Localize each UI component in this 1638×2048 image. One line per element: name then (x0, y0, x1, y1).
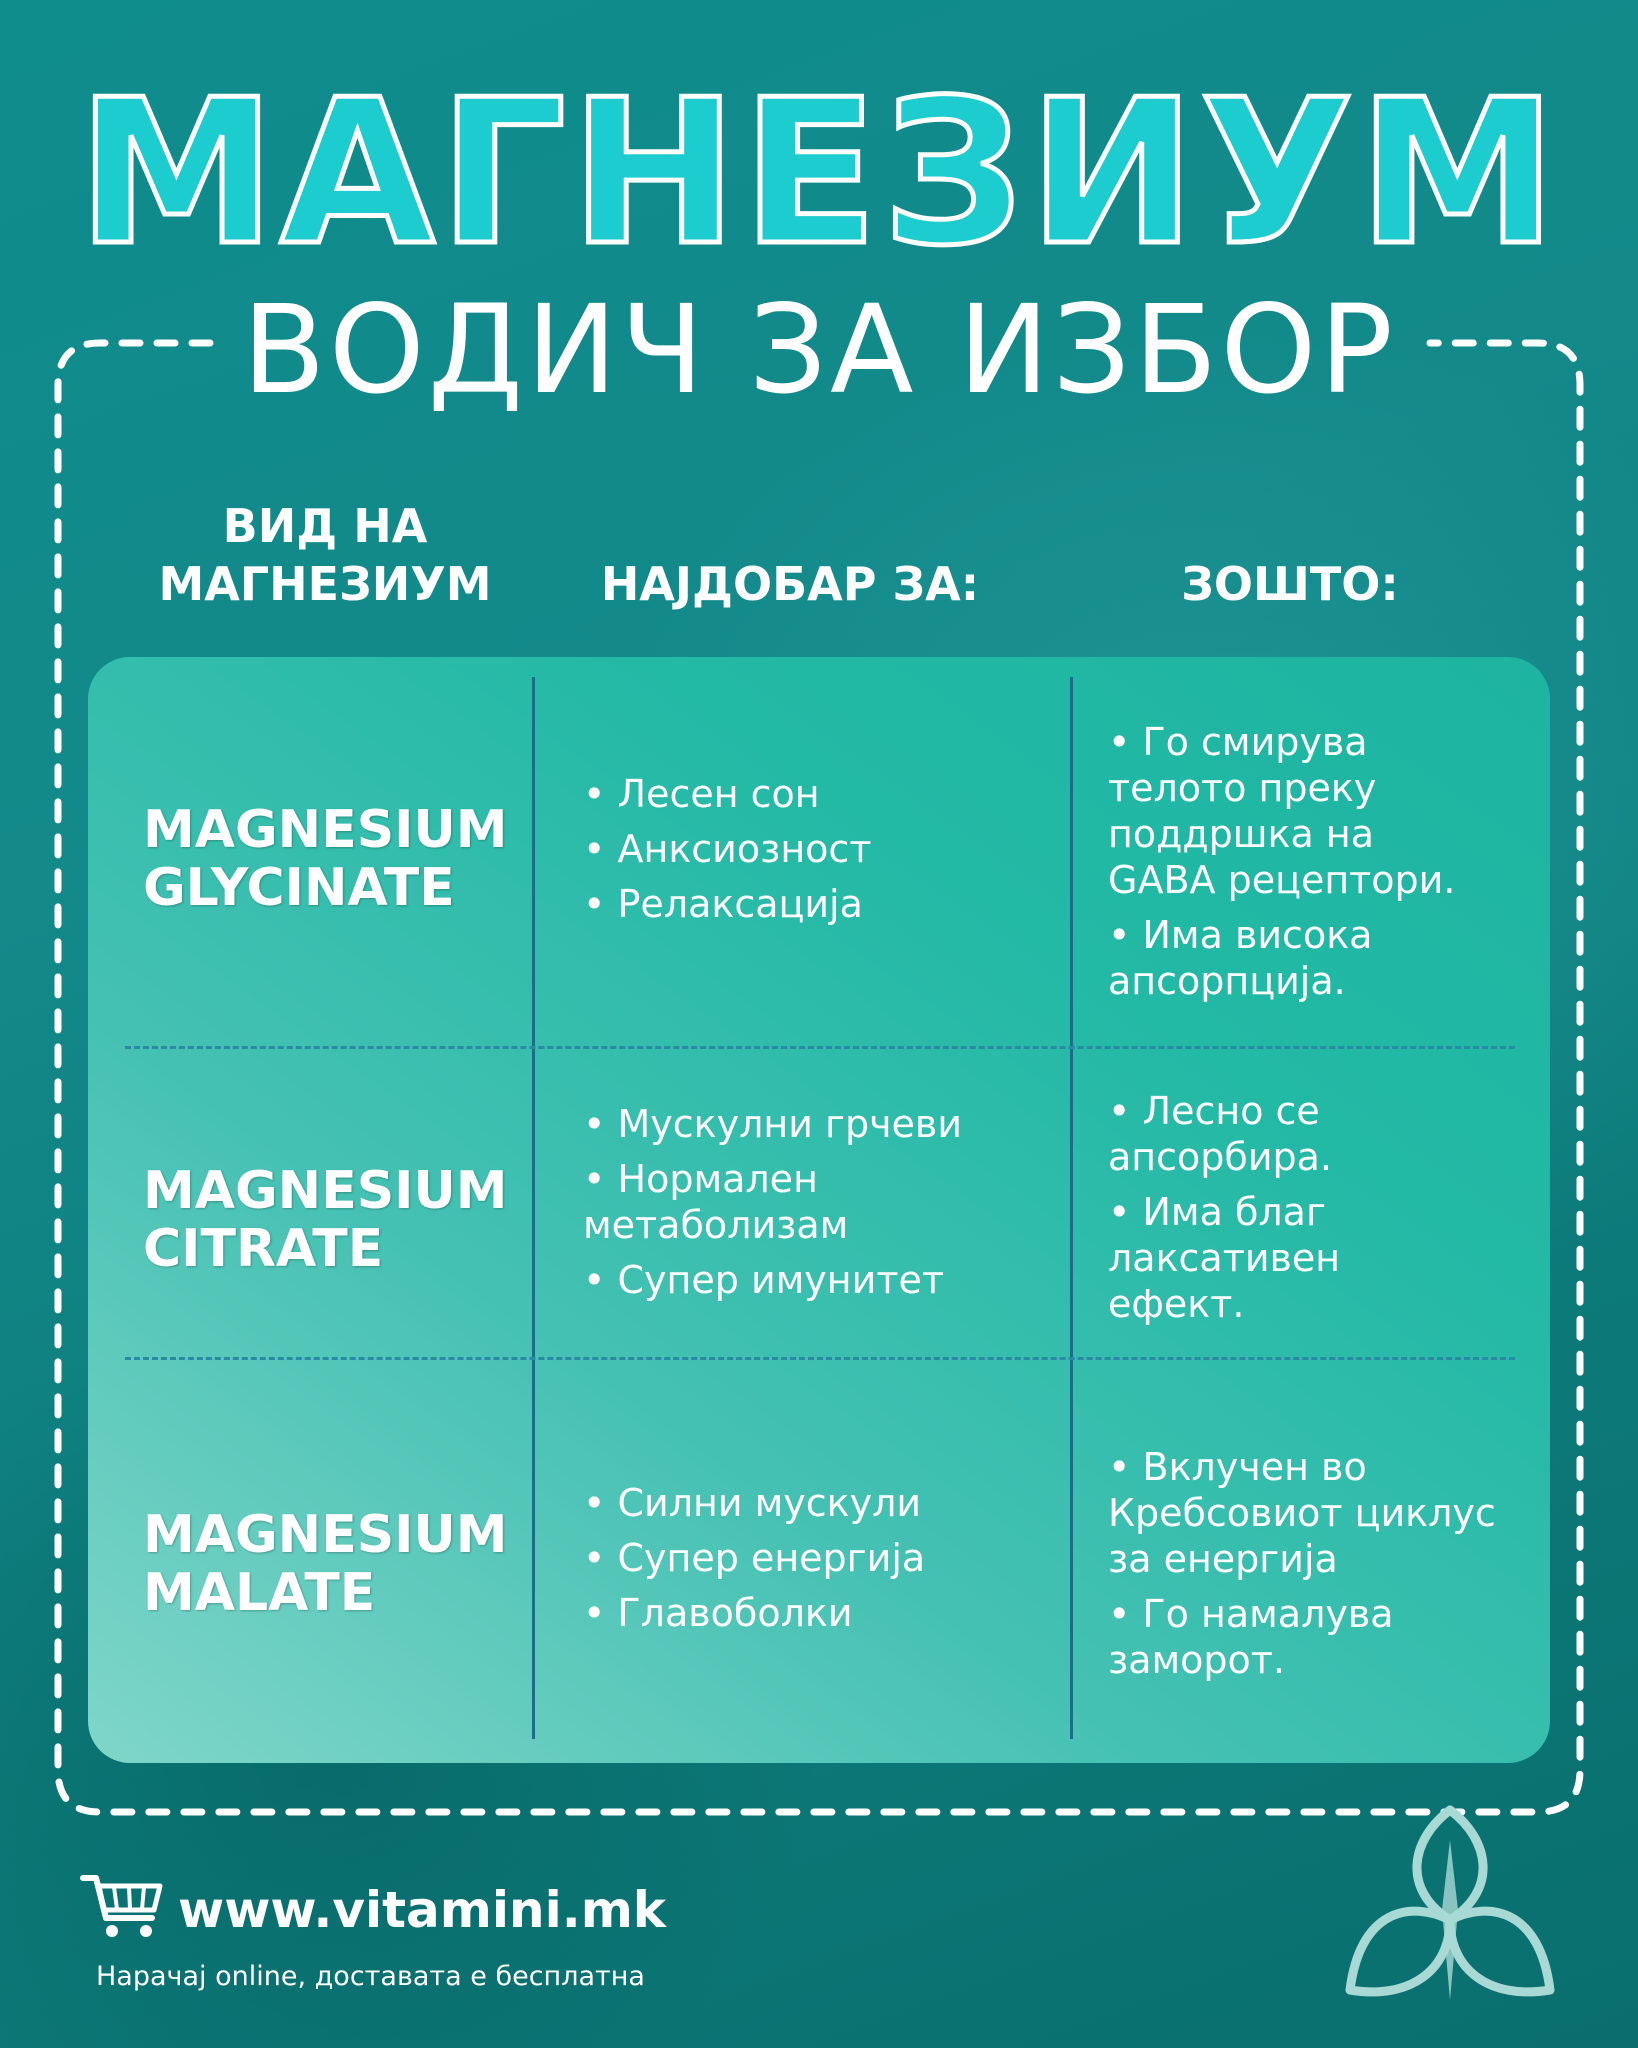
list-item: • Го смирува телото преку поддршка на GABA рецептори. (1108, 719, 1548, 903)
best-for-list (583, 1480, 1053, 1645)
list-item: • Силни мускули (583, 1480, 1053, 1526)
column-divider (532, 677, 535, 1739)
column-divider (1070, 677, 1073, 1739)
main-title: МАГНЕЗИУМ (77, 57, 1561, 290)
website-link[interactable]: www.vitamini.mk (178, 1881, 667, 1939)
list-item: • Нормален метаболизам (583, 1156, 1053, 1248)
list-item: • Мускулни грчеви (583, 1101, 1053, 1147)
column-header-best-for: НАЈДОБАР ЗА: (600, 557, 980, 611)
leaf-logo-icon (1340, 1800, 1560, 2010)
list-item: • Супер енергија (583, 1535, 1053, 1581)
why-list (1108, 1444, 1548, 1692)
list-item: • Анксиозност (583, 826, 1053, 872)
list-item: • Има благ лаксативен ефект. (1108, 1189, 1548, 1327)
list-item: • Релаксација (583, 881, 1053, 927)
list-item: • Главоболки (583, 1590, 1053, 1636)
column-header-type: ВИД НА МАГНЕЗИУМ (158, 499, 492, 611)
best-for-list (583, 1101, 1053, 1312)
list-item: • Лесно се апсорбира. (1108, 1088, 1548, 1180)
delivery-note: Нарачај online, доставата е бесплатна (96, 1961, 645, 1992)
subtitle: ВОДИЧ ЗА ИЗБОР (242, 279, 1396, 421)
row-divider (125, 1046, 1515, 1049)
type-name-citrate: MAGNESIUM CITRATE (143, 1161, 508, 1279)
best-for-list (583, 771, 1053, 936)
type-name-malate: MAGNESIUM MALATE (143, 1505, 508, 1623)
list-item: • Супер имунитет (583, 1257, 1053, 1303)
column-header-why: ЗОШТО: (1181, 557, 1399, 611)
list-item: • Вклучен во Кребсовиот циклус за енергија (1108, 1444, 1548, 1582)
why-list (1108, 719, 1548, 1013)
list-item: • Го намалува заморот. (1108, 1591, 1548, 1683)
why-list (1108, 1088, 1548, 1336)
list-item: • Лесен сон (583, 771, 1053, 817)
shopping-cart-icon[interactable] (80, 1872, 166, 1942)
list-item: • Има висока апсорпција. (1108, 912, 1548, 1004)
row-divider (125, 1357, 1515, 1360)
type-name-glycinate: MAGNESIUM GLYCINATE (143, 800, 508, 918)
